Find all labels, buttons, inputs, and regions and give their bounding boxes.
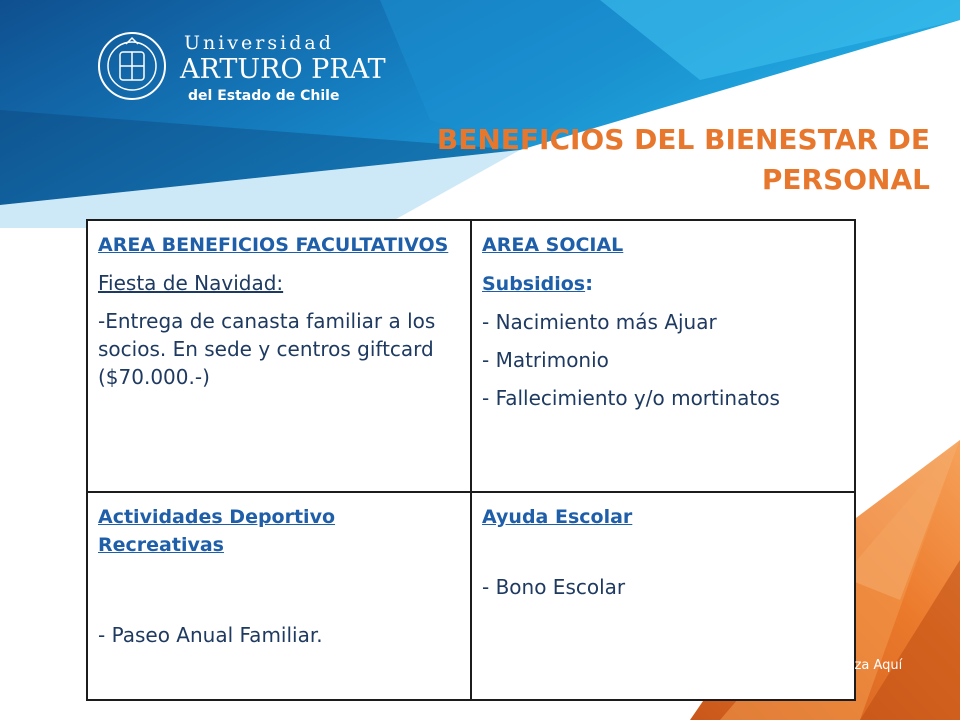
cell-text: - Paseo Anual Familiar. — [98, 623, 323, 647]
logo-line-3: del Estado de Chile — [188, 88, 340, 104]
cell-header: AREA SOCIAL — [482, 234, 624, 256]
list-item: - Matrimonio — [482, 348, 609, 372]
brand-slogan: Tu Futuro Empieza Aquí — [750, 658, 903, 673]
cell-header: Actividades Deportivo Recreativas — [98, 506, 336, 556]
brand-footer — [750, 628, 950, 673]
cell-text: - Bono Escolar — [482, 575, 626, 599]
cell-beneficios-facultativos — [88, 221, 472, 493]
list-item: - Fallecimiento y/o mortinatos — [482, 386, 780, 410]
title-line-2: PERSONAL — [761, 163, 930, 196]
page-title — [310, 120, 930, 200]
cell-subheader: Fiesta de Navidad: — [98, 271, 284, 295]
benefits-table — [86, 219, 856, 701]
cell-actividades — [88, 493, 472, 699]
university-logo — [96, 30, 386, 110]
cell-subheader: Subsidios — [482, 273, 586, 295]
logo-line-2: ARTURO PRAT — [180, 54, 386, 85]
logo-line-1: Universidad — [184, 32, 334, 54]
list-item: - Nacimiento más Ajuar — [482, 310, 717, 334]
cell-header: Ayuda Escolar — [482, 506, 633, 528]
cell-text: -Entrega de canasta familiar a los socios. En sede y centros giftcard ($70.000.-) — [98, 309, 436, 389]
cell-subheader-suffix: : — [585, 271, 594, 295]
brand-name: unap.cl — [750, 628, 850, 656]
title-line-1: BENEFICIOS DEL BIENESTAR DE — [436, 123, 930, 156]
cell-header: AREA BENEFICIOS FACULTATIVOS — [98, 234, 449, 256]
cell-area-social — [472, 221, 854, 493]
university-seal-icon — [96, 30, 168, 102]
